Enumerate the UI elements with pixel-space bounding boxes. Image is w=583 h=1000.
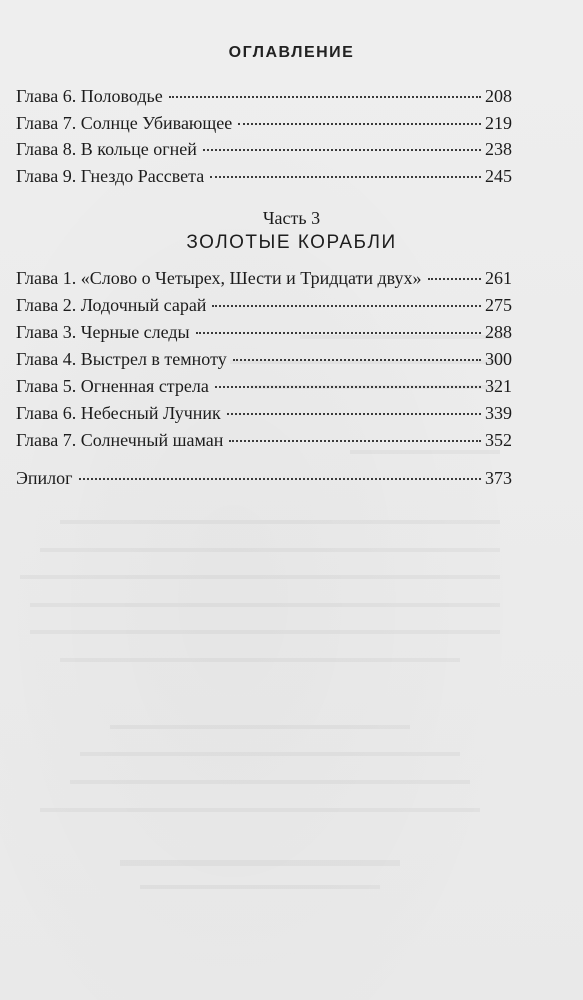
- toc-entry-title: Глава 2. Лодочный сарай: [16, 295, 207, 315]
- toc-entry[interactable]: [16, 401, 512, 425]
- toc-entry[interactable]: [16, 293, 512, 317]
- dot-leader: [233, 358, 481, 361]
- toc-entry-page: 339: [485, 403, 512, 423]
- toc-entry-title: Глава 8. В кольце огней: [16, 139, 197, 159]
- toc-entry-page: 208: [485, 86, 512, 106]
- toc-entry[interactable]: [16, 428, 512, 452]
- toc-entry[interactable]: [16, 137, 512, 161]
- toc-entry-epilogue[interactable]: [16, 466, 512, 490]
- dot-leader: [196, 331, 481, 334]
- toc-entry-title: Глава 4. Выстрел в темноту: [16, 349, 227, 369]
- toc-entry-page: 219: [485, 112, 512, 133]
- toc-heading: ОГЛАВЛЕНИЕ: [228, 44, 355, 61]
- toc-entry[interactable]: [16, 164, 512, 188]
- dot-leader: [169, 95, 481, 98]
- toc-entry[interactable]: [16, 320, 512, 344]
- toc-entry[interactable]: [16, 374, 512, 398]
- toc-entry-page: 288: [485, 322, 512, 342]
- dot-leader: [428, 277, 481, 280]
- dot-leader: [203, 148, 481, 151]
- toc-entry-page: 275: [485, 295, 512, 315]
- toc-entry[interactable]: [16, 84, 512, 108]
- toc-entry-title: Глава 3. Черные следы: [16, 322, 190, 342]
- dot-leader: [227, 412, 481, 415]
- part-label: Часть 3: [262, 208, 321, 228]
- toc-entry-title: Глава 9. Гнездо Рассвета: [16, 165, 205, 186]
- toc-entry[interactable]: [16, 111, 512, 135]
- toc-entry-title: Глава 7. Солнечный шаман: [16, 430, 224, 450]
- dot-leader: [238, 122, 481, 125]
- toc-entry-title: Глава 1. «Слово о Четырех, Шести и Тридцати двух»: [16, 268, 422, 288]
- dot-leader: [210, 175, 481, 178]
- toc-entry-page: 352: [485, 430, 512, 450]
- toc-entry-page: 300: [485, 349, 512, 369]
- toc-entry-page: 261: [485, 268, 512, 288]
- dot-leader: [79, 477, 481, 480]
- toc-entry-page: 238: [485, 139, 512, 159]
- dot-leader: [215, 385, 481, 388]
- toc-entry-title: Эпилог: [16, 468, 73, 488]
- dot-leader: [212, 304, 481, 307]
- toc-entry[interactable]: [16, 347, 512, 371]
- part-title: ЗОЛОТЫЕ КОРАБЛИ: [186, 232, 397, 253]
- toc-entry-page: 245: [485, 165, 512, 186]
- dot-leader: [229, 439, 481, 442]
- toc-entry-title: Глава 5. Огненная стрела: [16, 376, 209, 396]
- toc-entry-page: 373: [485, 468, 512, 488]
- toc-entry-title: Глава 6. Небесный Лучник: [16, 403, 221, 423]
- toc-entry-title: Глава 7. Солнце Убивающее: [16, 112, 233, 133]
- toc-entry-title: Глава 6. Половодье: [16, 86, 163, 106]
- toc-entry-page: 321: [485, 376, 512, 396]
- toc-entry[interactable]: [16, 266, 512, 290]
